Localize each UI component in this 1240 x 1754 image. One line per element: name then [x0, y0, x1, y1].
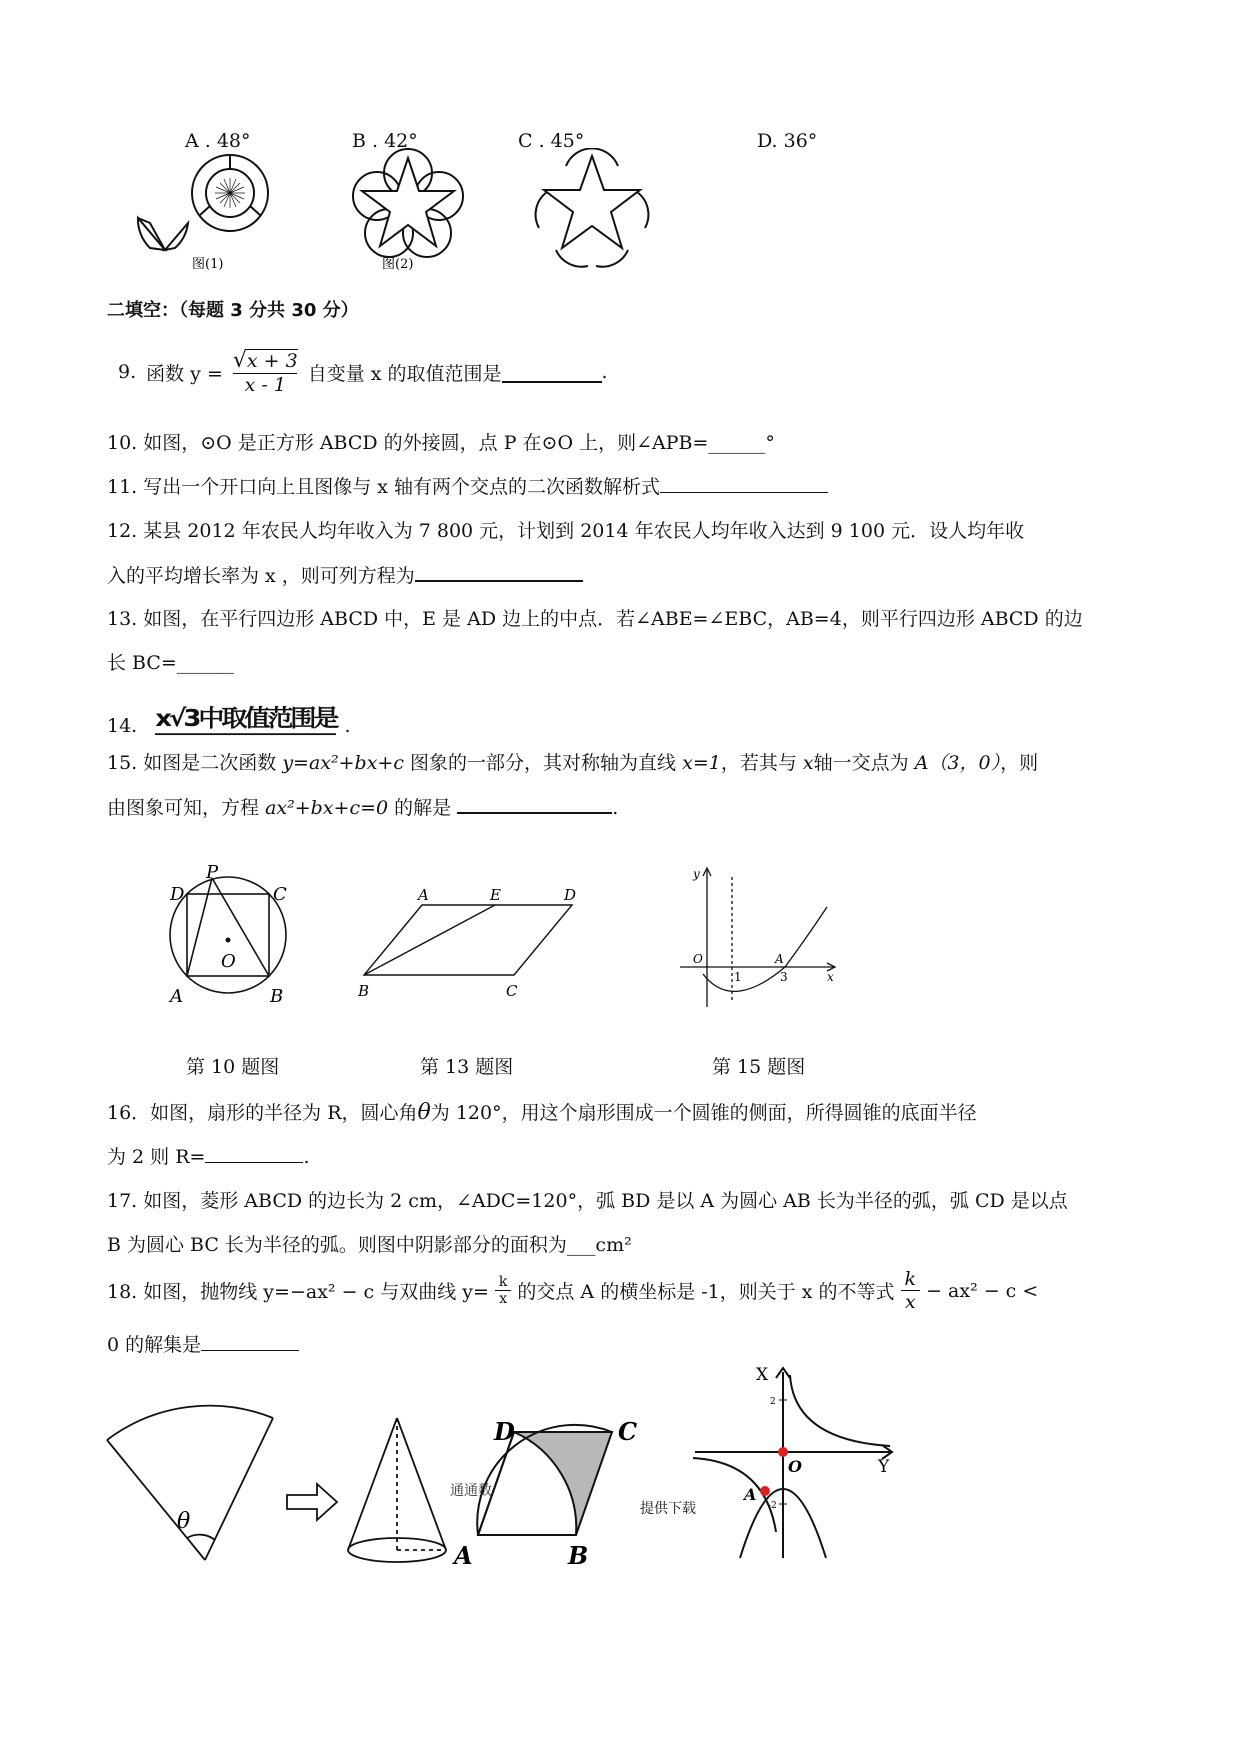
- question-17-line1: 17. 如图，菱形 ABCD 的边长为 2 cm，∠ADC=120°，弧 BD 是以 A 为圆心 AB 长为半径的弧，弧 CD 是以点: [107, 1190, 1068, 1212]
- q9-text-after: 自变量 x 的取值范围是: [307, 362, 502, 385]
- question-13-line1: 13. 如图，在平行四边形 ABCD 中，E 是 AD 边上的中点．若∠ABE=∠EBC，AB=4，则平行四边形 ABCD 的边: [107, 608, 1083, 630]
- fig10-label-D: D: [170, 884, 185, 905]
- fig15-caption: 第 15 题图: [712, 1056, 806, 1078]
- fig13-label-E: E: [490, 886, 501, 904]
- fig10-caption: 第 10 题图: [186, 1056, 280, 1078]
- fig18-label-A: A: [744, 1485, 757, 1504]
- q12-answer-blank[interactable]: [415, 560, 583, 582]
- fig15-label-3: 3: [780, 970, 788, 984]
- fig18-label-O: O: [788, 1457, 802, 1476]
- q9-frac-den: x - 1: [244, 374, 286, 396]
- section-title: 二填空：（每题 3 分共 30 分）: [107, 300, 359, 321]
- fig10-label-C: C: [273, 884, 287, 905]
- question-13-line2: 长 BC=______: [107, 652, 234, 674]
- question-17-line2: B 为圆心 BC 长为半径的弧。则图中阴影部分的面积为___cm²: [107, 1234, 632, 1256]
- q18-k-over-x-small: $\frac{k}{x}$: [495, 1274, 511, 1307]
- fig15-label-y: y: [693, 867, 700, 881]
- fig2-label: 图(2): [382, 257, 414, 272]
- figure-13: [350, 880, 590, 1005]
- fig10-label-O: O: [221, 951, 236, 972]
- fig15-label-x: x: [827, 970, 834, 984]
- question-18-line2: 0 的解集是: [107, 1330, 299, 1357]
- q9-answer-blank[interactable]: [502, 361, 602, 383]
- fig17-label-C: C: [618, 1417, 638, 1446]
- fig13-label-A: A: [418, 886, 429, 904]
- cone-icon: [348, 1418, 446, 1562]
- q9-frac-num: x + 3: [246, 350, 298, 372]
- figure-15: [675, 862, 845, 1012]
- fig16-theta: θ: [177, 1509, 191, 1534]
- fig13-caption: 第 13 题图: [420, 1056, 514, 1078]
- fig10-label-P: P: [206, 862, 219, 883]
- fig1-label: 图(1): [192, 257, 224, 272]
- q14-garbled-text: x√3中取值范围是: [155, 700, 336, 735]
- figure-16: [105, 1400, 455, 1570]
- option-a: A . 48°: [185, 130, 251, 152]
- fig15-label-1: 1: [734, 970, 742, 984]
- fig18-label-2: 2: [770, 1397, 776, 1407]
- fig18-side-text: 提供下载: [640, 1501, 696, 1517]
- q15-answer-blank[interactable]: [457, 792, 612, 814]
- question-10: 10. 如图，⊙O 是正方形 ABCD 的外接圆，点 P 在⊙O 上，则∠APB=______°: [107, 432, 775, 454]
- question-18-line1: 18. 如图，抛物线 y=−ax² − c 与双曲线 y= $\frac{k}{x}$ 的交点 A 的横坐标是 -1，则关于 x 的不等式 $\frac{k}{x}$ − ax² − c <: [107, 1268, 1039, 1313]
- option-c: C . 45°: [518, 130, 585, 152]
- fig2-star: [353, 149, 463, 257]
- fig15-label-O: O: [693, 952, 703, 966]
- fig17-label-B: B: [568, 1541, 589, 1570]
- option-figures: [130, 148, 670, 273]
- fig13-label-D: D: [564, 886, 577, 904]
- q9-num: 9.: [118, 361, 137, 383]
- question-11: 11. 写出一个开口向上且图像与 x 轴有两个交点的二次函数解析式: [107, 472, 828, 499]
- fig10-label-A: A: [170, 986, 183, 1007]
- fig1-fans: [138, 155, 268, 250]
- fig18-label-Y: Y: [878, 1457, 890, 1477]
- fig17-watermark: 通通数: [450, 1483, 492, 1499]
- fig18-label-neg2: -2: [768, 1501, 777, 1511]
- fig10-label-B: B: [270, 986, 284, 1007]
- fig17-label-D: D: [494, 1417, 515, 1446]
- fig15-label-A: A: [775, 952, 784, 966]
- question-16-line1: 16．如图，扇形的半径为 R，圆心角θ为 120°，用这个扇形围成一个圆锥的侧面，所得圆锥的底面半径: [107, 1100, 977, 1125]
- fig13-label-C: C: [506, 982, 518, 1000]
- question-12-line1: 12. 某县 2012 年农民人均年收入为 7 800 元，计划到 2014 年农民人均年收入达到 9 100 元．设人均年收: [107, 520, 1025, 542]
- q18-k-over-x: $\frac{k}{x}$: [901, 1268, 921, 1313]
- option-b: B . 42°: [352, 130, 418, 152]
- question-12-line2: 入的平均增长率为 x ，则可列方程为: [107, 560, 583, 588]
- q9-fraction: $\frac{√x + 3}{x - 1}$: [232, 348, 298, 396]
- figure-18: [690, 1360, 905, 1560]
- fig13-label-B: B: [358, 982, 370, 1000]
- question-9: 9. 函数 y = $\frac{√x + 3}{x - 1}$ 自变量 x 的取值范围是 .: [118, 348, 608, 396]
- q11-answer-blank[interactable]: [660, 472, 828, 493]
- q16-answer-blank[interactable]: [205, 1142, 303, 1163]
- question-16-line2: 为 2 则 R= .: [107, 1142, 309, 1169]
- q18-answer-blank[interactable]: [201, 1330, 299, 1351]
- fig17-label-A: A: [454, 1541, 473, 1570]
- figure-10: [160, 858, 300, 1008]
- figure-17: [450, 1410, 650, 1575]
- option-d: D. 36°: [757, 130, 818, 152]
- question-15-line2: 由图象可知，方程 ax²+bx+c=0 的解是 .: [107, 792, 618, 820]
- fig18-label-X: X: [756, 1365, 769, 1385]
- fig3-star: [536, 148, 649, 266]
- question-14: 14. x√3中取值范围是 .: [107, 698, 350, 737]
- q9-text-before: 函数 y =: [146, 362, 223, 385]
- question-15-line1: 15. 如图是二次函数 y=ax²+bx+c 图象的一部分，其对称轴为直线 x=1，若其与 x轴一交点为 A（3，0），则: [107, 752, 1039, 774]
- arrow-icon: [287, 1484, 337, 1520]
